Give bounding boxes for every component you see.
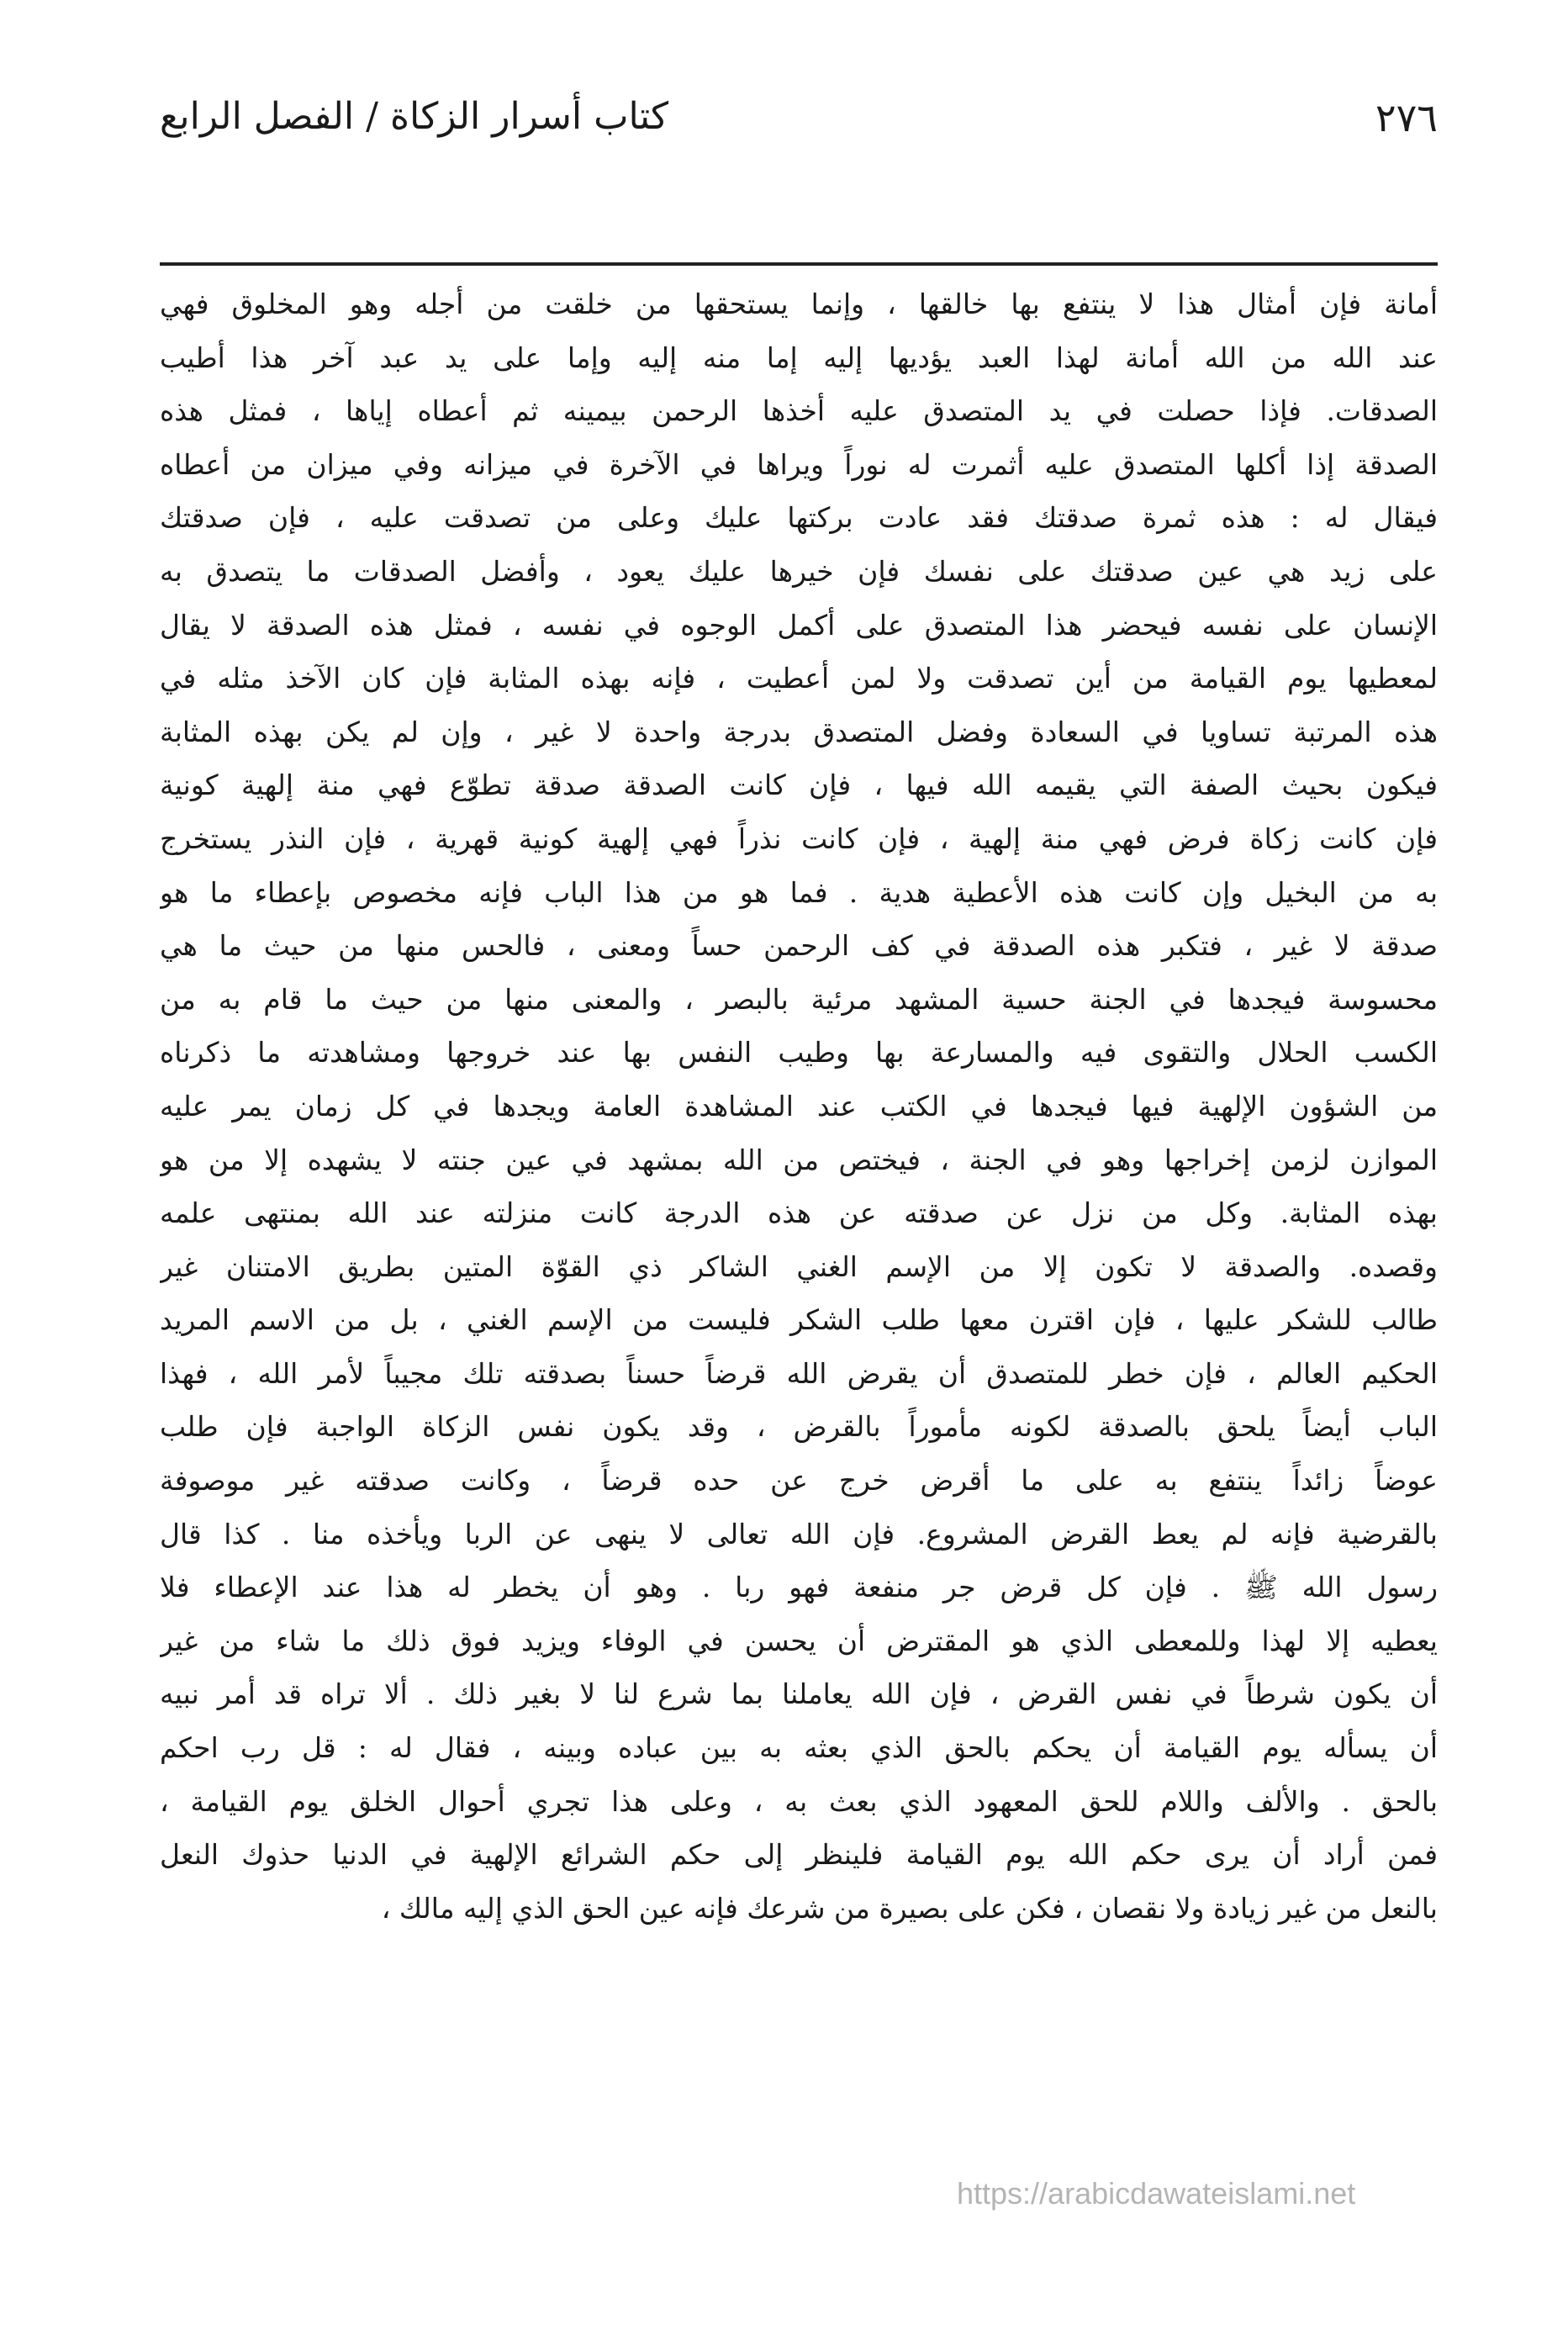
body-text (160, 277, 1438, 1935)
text-line: الصدقات. فإذا حصلت في يد المتصدق عليه أخذها الرحمن بيمينه ثم أعطاه إياها ، فمثل هذه (160, 394, 1438, 428)
text-line: وقصده. والصدقة لا تكون إلا من الإسم الغني الشاكر ذي القوّة المتين بطريق الامتنان غير (160, 1249, 1438, 1283)
text-line: فإن كانت زكاة فرض فهي منة إلهية ، فإن كانت نذراً فهي إلهية كونية قهرية ، فإن النذر يستخرج (160, 821, 1438, 855)
text-line: أن يكون شرطاً في نفس القرض ، فإن الله يعاملنا بما شرع لنا لا بغير ذلك . ألا تراه قد أمر نبيه (160, 1677, 1438, 1711)
text-line: فيقال له : هذه ثمرة صدقتك فقد عادت بركتها عليك وعلى من تصدقت عليه ، فإن صدقتك (160, 501, 1438, 535)
text-line: الإنسان على نفسه فيحضر هذا المتصدق على أكمل الوجوه في نفسه ، فمثل هذه الصدقة لا يقال (160, 608, 1438, 642)
text-line: أن يسأله يوم القيامة أن يحكم بالحق الذي بعثه به بين عباده وبينه ، فقال له : قل رب احكم (160, 1731, 1438, 1765)
text-line: يعطيه إلا لهذا وللمعطى الذي هو المقترض أن يحسن في الوفاء ويزيد فوق ذلك ما شاء من غير (160, 1624, 1438, 1657)
header-divider (160, 262, 1438, 266)
text-line: فمن أراد أن يرى حكم الله يوم القيامة فلينظر إلى حكم الشرائع الإلهية في الدنيا حذوك النعل (160, 1838, 1438, 1872)
text-line: طالب للشكر عليها ، فإن اقترن معها طلب الشكر فليست من الإسم الغني ، بل من الاسم المريد (160, 1303, 1438, 1337)
text-line: الموازن لزمن إخراجها وهو في الجنة ، فيختص من الله بمشهد في عين جنته لا يشهده إلا من هو (160, 1143, 1438, 1176)
text-line: بالقرضية فإنه لم يعط القرض المشروع. فإن الله تعالى لا ينهى عن الربا ويأخذه منا . كذا قال (160, 1517, 1438, 1551)
text-line: من الشؤون الإلهية فيها فيجدها في الكتب عند المشاهدة العامة ويجدها في كل زمان يمر عليه (160, 1089, 1438, 1123)
text-line: أمانة فإن أمثال هذا لا ينتفع بها خالقها ، وإنما يستحقها من خلقت من أجله وهو المخلوق فهي (160, 288, 1438, 320)
page-header (160, 88, 1438, 164)
text-line: بهذه المثابة. وكل من نزل عن صدقته عن هذه الدرجة كانت منزلته عند الله بمنتهى علمه (160, 1197, 1438, 1230)
text-line: بالحق . والألف واللام للحق المعهود الذي بعث به ، وعلى هذا تجري أحوال الخلق يوم القيامة ، (160, 1784, 1438, 1818)
text-line: لمعطيها يوم القيامة من أين تصدقت ولا لمن أعطيت ، فإنه بهذه المثابة فإن كان الآخذ مثله في (160, 662, 1438, 695)
text-line: على زيد هي عين صدقتك على نفسك فإن خيرها عليك يعود ، وأفضل الصدقات ما يتصدق به (160, 554, 1438, 588)
text-line: محسوسة فيجدها في الجنة حسية المشهد مرئية بالبصر ، والمعنى منها من حيث ما قام به من (160, 982, 1438, 1016)
text-line: الحكيم العالم ، فإن خطر للمتصدق أن يقرض الله قرضاً حسناً بصدقته تلك مجيباً لأمر الله ، فهذا (160, 1356, 1438, 1390)
text-line: الصدقة إذا أكلها المتصدق عليه أثمرت له نوراً ويراها في الآخرة في ميزانه وفي ميزان من أعطاه (160, 447, 1438, 481)
watermark-url: https://arabicdawateislami.net (957, 2176, 1356, 2211)
running-title: كتاب أسرار الزكاة / الفصل الرابع (160, 95, 669, 138)
text-line: به من البخيل وإن كانت هذه الأعطية هدية . فما هو من هذا الباب فإنه مخصوص بإعطاء ما هو (160, 875, 1438, 909)
text-line: الباب أيضاً يلحق بالصدقة لكونه مأموراً بالقرض ، وقد يكون نفس الزكاة الواجبة فإن طلب (160, 1410, 1438, 1444)
page-number: ٢٧٦ (1375, 95, 1438, 140)
text-line: عوضاً زائداً ينتفع به على ما أقرض خرج عن حده قرضاً ، وكانت صدقته غير موصوفة (160, 1464, 1438, 1498)
text-line: رسول الله ﷺ . فإن كل قرض جر منفعة فهو ربا . وهو أن يخطر له هذا عند الإعطاء فلا (160, 1571, 1438, 1604)
text-line: الكسب الحلال والتقوى فيه والمسارعة بها وطيب النفس بها عند خروجها ومشاهدته ما ذكرناه (160, 1036, 1438, 1070)
text-line: عند الله من الله أمانة لهذا العبد يؤديها إليه إما منه إليه وإما على يد عبد آخر هذا أطيب (160, 341, 1438, 374)
text-line: فيكون بحيث الصفة التي يقيمه الله فيها ، فإن كانت الصدقة صدقة تطوّع فهي منة إلهية كونية (160, 769, 1438, 802)
text-line: صدقة لا غير ، فتكبر هذه الصدقة في كف الرحمن حساً ومعنى ، فالحس منها من حيث ما هي (160, 929, 1438, 963)
text-line: هذه المرتبة تساويا في السعادة وفضل المتصدق بدرجة واحدة لا غير ، وإن لم يكن بهذه المثابة (160, 715, 1438, 748)
text-line: بالنعل من غير زيادة ولا نقصان ، فكن على بصيرة من شرعك فإنه عين الحق الذي إليه مالك ، (381, 1891, 1438, 1925)
